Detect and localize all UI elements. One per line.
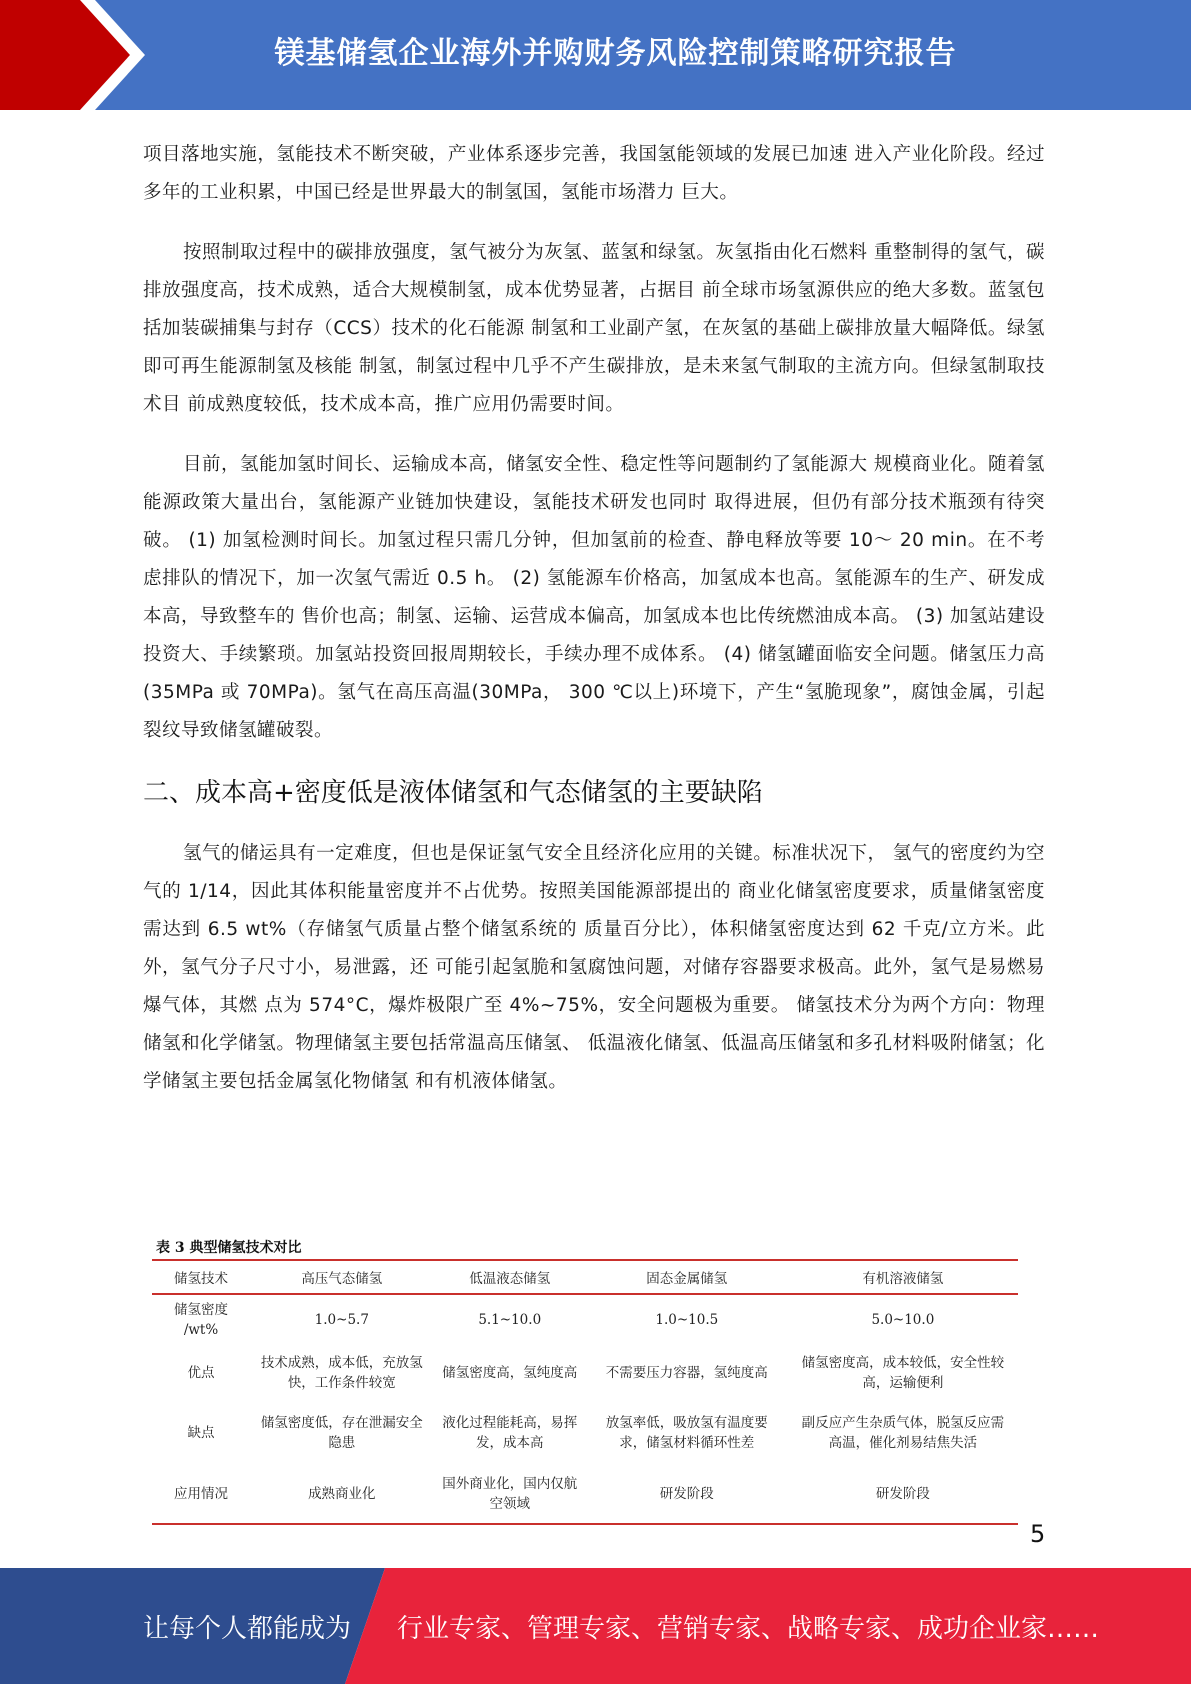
table-header-cell: 低温液态储氢 xyxy=(434,1260,586,1294)
table-cell: 储氢密度高，成本较低，安全性较高，运输便利 xyxy=(801,1355,1005,1391)
table-cell: 国外商业化，国内仅航空领域 xyxy=(434,1464,586,1524)
table-cell: 成熟商业化 xyxy=(250,1464,434,1524)
paragraph: 氢气的储运具有一定难度，但也是保证氢气安全且经济化应用的关键。标准状况下， 氢气的密度约为空气的 1/14，因此其体积能量密度并不占优势。按照美国能源部提出的 商业化储氢密度要求，质量储氢密度需达到 6.5 wt%（存储氢气质量占整个储氢系统的 质量百分比），体积储氢密度达到 62 千克/立方米。此外，氢气分子尺寸小，易泄露，还 可能引起氢脆和氢腐蚀问题，对储存容器要求极高。此外，氢气是易燃易爆气体，其燃 点为 574°C，爆炸极限广至 4%~75%，安全问题极为重要。 储氢技术分为两个方向：物理储氢和化学储氢。物理储氢主要包括常温高压储氢、 低温液化储氢、低温高压储氢和多孔材料吸附储氢；化学储氢主要包括金属氢化物储氢 和有机液体储氢。 xyxy=(143,843,1045,1092)
table-header-cell: 固态金属储氢 xyxy=(586,1260,788,1294)
table-cell: 研发阶段 xyxy=(586,1464,788,1524)
comparison-table xyxy=(152,1259,1018,1525)
table-cell: 优点 xyxy=(187,1365,215,1381)
section-heading: 二、成本高+密度低是液体储氢和气态储氢的主要缺陷 xyxy=(143,778,763,808)
main-content xyxy=(143,136,1045,1101)
paragraph: 目前，氢能加氢时间长、运输成本高，储氢安全性、稳定性等问题制约了氢能源大 规模商业化。随着氢能源政策大量出台，氢能源产业链加快建设，氢能技术研发也同时 取得进展，但仍有部分技术瓶颈有待突破。 (1) 加氢检测时间长。加氢过程只需几分钟，但加氢前的检查、静电释放等要 10～ 20 min。在不考虑排队的情况下，加一次氢气需近 0.5 h。 (2) 氢能源车价格高，加氢成本也高。氢能源车的生产、研发成本高，导致整车的 售价也高；制氢、运输、运营成本偏高，加氢成本也比传统燃油成本高。 (3) 加氢站建设投资大、手续繁琐。加氢站投资回报周期较长，手续办理不成体系。 (4) 储氢罐面临安全问题。储氢压力高(35MPa 或 70MPa)。氢气在高压高温(30MPa， 300 ℃以上)环境下，产生“氢脆现象”，腐蚀金属，引起裂纹导致储氢罐破裂。 xyxy=(143,454,1045,741)
comparison-table-block xyxy=(152,1237,1018,1525)
table-cell: 缺点 xyxy=(187,1425,215,1441)
table-cell: 不需要压力容器，氢纯度高 xyxy=(605,1365,768,1381)
table-row xyxy=(152,1344,1018,1402)
table-cell: 1.0~10.5 xyxy=(655,1311,719,1328)
table-header-cell: 储氢技术 xyxy=(152,1260,250,1294)
table-header-cell: 有机溶液储氢 xyxy=(788,1260,1018,1294)
table-header-cell: 高压气态储氢 xyxy=(250,1260,434,1294)
table-cell: 放氢率低，吸放氢有温度要求，储氢材料循环性差 xyxy=(605,1415,768,1451)
header-band xyxy=(0,0,1191,110)
table-cell: 应用情况 xyxy=(152,1464,250,1524)
table-cell: 液化过程能耗高，易挥发，成本高 xyxy=(442,1415,578,1451)
table-row xyxy=(152,1402,1018,1464)
table-cell: 研发阶段 xyxy=(788,1464,1018,1524)
table-cell: 5.1~10.0 xyxy=(478,1311,542,1328)
table-header-row xyxy=(152,1260,1018,1294)
table-cell: 技术成熟，成本低，充放氢快，工作条件较宽 xyxy=(260,1355,423,1391)
table-row xyxy=(152,1294,1018,1344)
table-cell: 副反应产生杂质气体，脱氢反应需高温，催化剂易结焦失活 xyxy=(801,1415,1005,1451)
table-row xyxy=(152,1464,1018,1524)
paragraph: 按照制取过程中的碳排放强度，氢气被分为灰氢、蓝氢和绿氢。灰氢指由化石燃料 重整制得的氢气，碳排放强度高，技术成熟，适合大规模制氢，成本优势显著，占据目 前全球市场氢源供应的绝大多数。蓝氢包括加装碳捕集与封存（CCS）技术的化石能源 制氢和工业副产氢，在灰氢的基础上碳排放量大幅降低。绿氢即可再生能源制氢及核能 制氢，制氢过程中几乎不产生碳排放，是未来氢气制取的主流方向。但绿氢制取技术目 前成熟度较低，技术成本高，推广应用仍需要时间。 xyxy=(143,242,1045,415)
table-cell: 储氢密度低，存在泄漏安全隐患 xyxy=(260,1415,423,1451)
paragraph: 项目落地实施，氢能技术不断突破，产业体系逐步完善，我国氢能领域的发展已加速 进入产业化阶段。经过多年的工业积累，中国已经是世界最大的制氢国，氢能市场潜力 巨大。 xyxy=(143,144,1045,203)
table-cell: 储氢密度高，氢纯度高 xyxy=(442,1365,578,1381)
page-title: 镁基储氢企业海外并购财务风险控制策略研究报告 xyxy=(274,36,957,71)
table-cell: 1.0~5.7 xyxy=(314,1311,369,1328)
footer-band xyxy=(0,1568,1191,1684)
table-caption: 表 3 典型储氢技术对比 xyxy=(156,1240,302,1256)
footer-slogan-left: 让每个人都能成为 xyxy=(143,1614,352,1644)
table-cell: 5.0~10.0 xyxy=(871,1311,935,1328)
footer-slogan-right: 行业专家、管理专家、营销专家、战略专家、成功企业家…… xyxy=(397,1614,1100,1644)
table-cell: 储氢密度 /wt% xyxy=(174,1301,228,1338)
page-number: 5 xyxy=(1030,1520,1046,1548)
